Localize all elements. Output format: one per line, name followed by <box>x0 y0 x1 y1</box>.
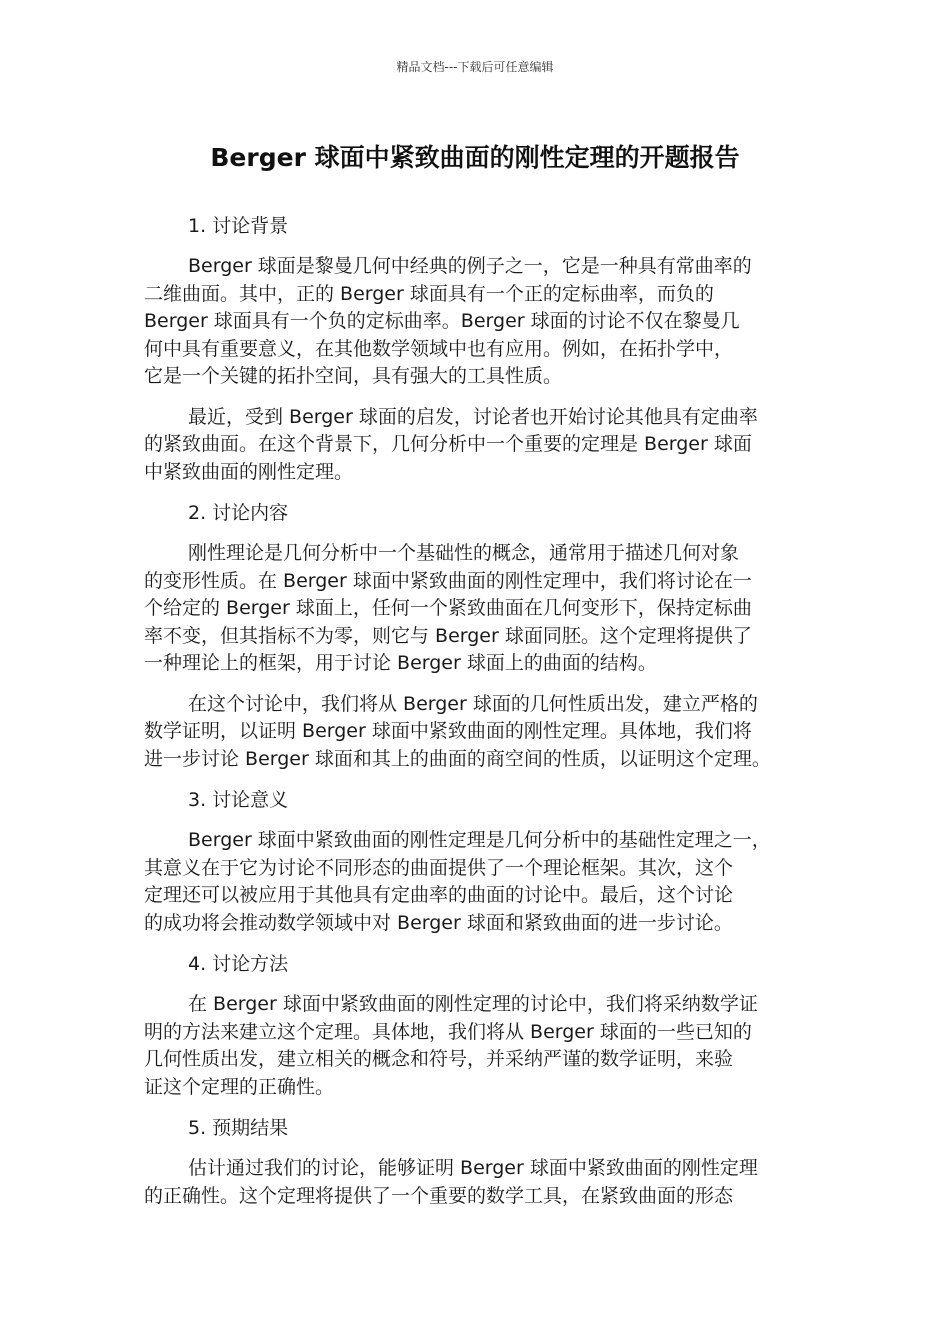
paragraph-line: 中紧致曲面的刚性定理。 <box>144 460 354 483</box>
document-body <box>144 212 816 1223</box>
paragraph-line: 二维曲面。其中，正的 Berger 球面具有一个正的定标曲率，而负的 <box>144 282 714 305</box>
header-note: 精品文档---下载后可任意编辑 <box>396 60 554 74</box>
paragraph <box>144 1155 816 1210</box>
paragraph <box>144 253 816 391</box>
paragraph-line: 的成功将会推动数学领域中对 Berger 球面和紧致曲面的进一步讨论。 <box>144 911 733 934</box>
paragraph-line: 何中具有重要意义，在其他数学领域中也有应用。例如，在拓扑学中， <box>144 337 734 360</box>
paragraph-line: 在这个讨论中，我们将从 Berger 球面的几何性质出发，建立严格的 <box>188 692 758 715</box>
paragraph-line: 其意义在于它为讨论不同形态的曲面提供了一个理论框架。其次，这个 <box>144 856 734 879</box>
paragraph-line: 数学证明，以证明 Berger 球面中紧致曲面的刚性定理。具体地，我们将 <box>144 720 752 742</box>
paragraph-line: 率不变，但其指标不为零，则它与 Berger 球面同胚。这个定理将提供了 <box>144 624 752 647</box>
paragraph-line: 最近，受到 Berger 球面的启发，讨论者也开始讨论其他具有定曲率 <box>188 405 758 428</box>
section-heading: 3. 讨论意义 <box>188 789 289 811</box>
paragraph-line: Berger 球面是黎曼几何中经典的例子之一，它是一种具有常曲率的 <box>188 255 752 277</box>
paragraph-line: Berger 球面中紧致曲面的刚性定理是几何分析中的基础性定理之一， <box>188 829 771 851</box>
paragraph <box>144 991 816 1101</box>
section-heading: 4. 讨论方法 <box>188 953 289 975</box>
paragraph <box>144 691 816 774</box>
paragraph-line: 的正确性。这个定理将提供了一个重要的数学工具，在紧致曲面的形态 <box>144 1184 734 1207</box>
paragraph-line: 在 Berger 球面中紧致曲面的刚性定理的讨论中，我们将采纳数学证 <box>188 993 758 1015</box>
paragraph-line: 进一步讨论 Berger 球面和其上的曲面的商空间的性质，以证明这个定理。 <box>144 747 771 770</box>
paragraph-line: 几何性质出发，建立相关的概念和符号，并采纳严谨的数学证明，来验 <box>144 1048 734 1070</box>
paragraph-line: 的变形性质。在 Berger 球面中紧致曲面的刚性定理中，我们将讨论在一 <box>144 569 752 592</box>
paragraph <box>144 827 816 937</box>
section-heading: 2. 讨论内容 <box>188 502 289 524</box>
section-heading: 1. 讨论背景 <box>188 215 289 237</box>
document-title: Berger 球面中紧致曲面的刚性定理的开题报告 <box>210 143 740 172</box>
paragraph-line: 明的方法来建立这个定理。具体地，我们将从 Berger 球面的一些已知的 <box>144 1020 752 1043</box>
paragraph-line: 估计通过我们的讨论，能够证明 Berger 球面中紧致曲面的刚性定理 <box>188 1157 758 1179</box>
paragraph <box>144 404 816 487</box>
paragraph-line: 一种理论上的框架，用于讨论 Berger 球面上的曲面的结构。 <box>144 652 657 674</box>
paragraph-line: 的紧致曲面。在这个背景下，几何分析中一个重要的定理是 Berger 球面 <box>144 433 752 455</box>
paragraph-line: 定理还可以被应用于其他具有定曲率的曲面的讨论中。最后，这个讨论 <box>144 884 734 906</box>
paragraph-line: 刚性理论是几何分析中一个基础性的概念，通常用于描述几何对象 <box>188 542 740 564</box>
section-heading: 5. 预期结果 <box>188 1117 289 1139</box>
paragraph-line: 证这个定理的正确性。 <box>144 1075 335 1098</box>
paragraph <box>144 540 816 678</box>
paragraph-line: 个给定的 Berger 球面上，任何一个紧致曲面在几何变形下，保持定标曲 <box>144 597 752 619</box>
paragraph-line: 它是一个关键的拓扑空间，具有强大的工具性质。 <box>144 365 563 387</box>
paragraph-line: Berger 球面具有一个负的定标曲率。Berger 球面的讨论不仅在黎曼几 <box>144 310 740 332</box>
